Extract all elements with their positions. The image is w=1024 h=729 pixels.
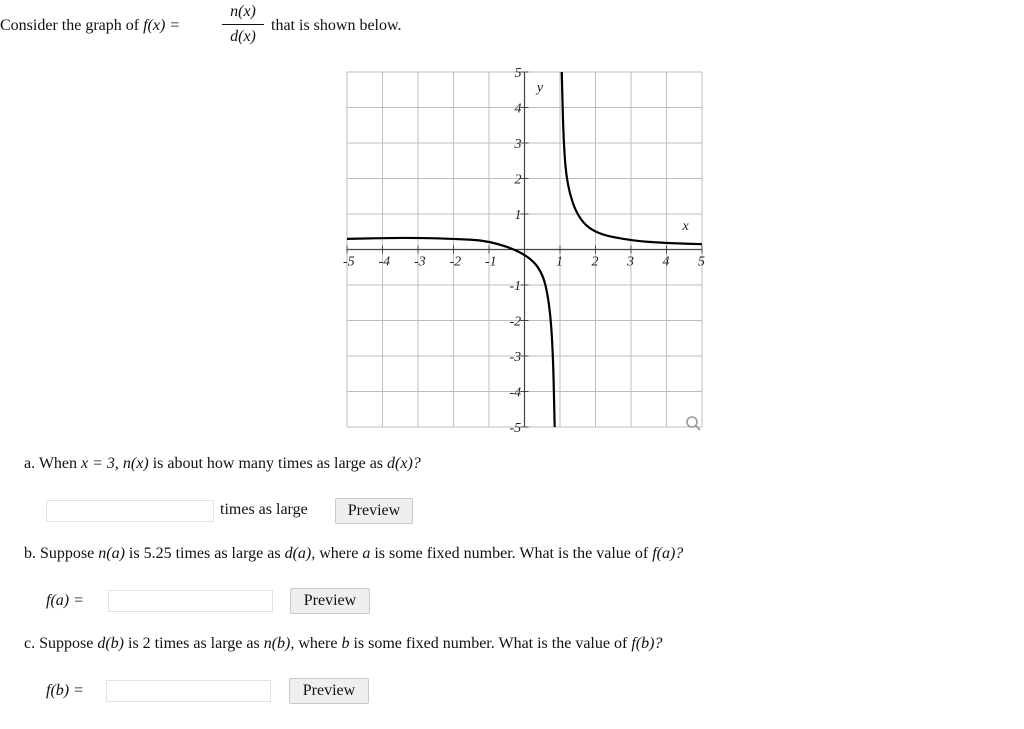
part-c-answer-input[interactable] [106, 680, 271, 702]
part-b-answer-input[interactable] [108, 590, 273, 612]
part-c-preview-button[interactable]: Preview [289, 678, 369, 704]
y-tick-label: 3 [514, 137, 522, 152]
x-tick-label: 3 [627, 254, 634, 270]
x-tick-label: -3 [414, 254, 426, 270]
intro-fx: f(x) = [143, 17, 181, 34]
x-tick-label: 2 [591, 254, 599, 270]
y-tick-label: 2 [514, 172, 522, 188]
y-tick-label: -3 [509, 350, 522, 365]
magnifier-icon[interactable] [687, 417, 700, 430]
intro-suffix: that is shown below. [271, 17, 402, 34]
y-axis-label: y [536, 80, 544, 96]
x-tick-label: -1 [485, 254, 497, 270]
x-tick-label: 4 [662, 254, 670, 270]
y-tick-label: -5 [509, 421, 522, 436]
part-c-answer-label: f(b) = [46, 682, 84, 699]
y-tick-label: -1 [509, 279, 522, 294]
part-b-answer-label: f(a) = [46, 592, 84, 609]
part-b-preview-button[interactable]: Preview [290, 588, 370, 614]
part-a-answer-input[interactable] [46, 500, 214, 522]
y-tick-label: 5 [514, 66, 522, 81]
x-tick-label: -4 [378, 254, 391, 270]
fraction-bar [222, 24, 264, 25]
part-c-question: c. Suppose d(b) is 2 times as large as n(b), where b is some fixed number. What is the value of f(b)? [24, 635, 663, 652]
fraction-numerator: n(x) [230, 3, 256, 20]
function-graph [330, 60, 720, 440]
x-tick-label: 5 [698, 254, 705, 270]
y-tick-label: -4 [509, 385, 522, 401]
y-tick-label: 1 [514, 208, 522, 223]
curve-branch-2 [562, 72, 702, 244]
x-tick-label: -5 [343, 254, 355, 270]
y-tick-label: 4 [514, 101, 522, 117]
fraction-denominator: d(x) [230, 28, 256, 45]
y-tick-label: -2 [509, 314, 522, 330]
part-a-unit-label: times as large [220, 501, 308, 518]
part-b-question: b. Suppose n(a) is 5.25 times as large as d(a), where a is some fixed number. What is the value of f(a)? [24, 545, 684, 562]
x-tick-label: -2 [449, 254, 462, 270]
intro-fraction [222, 2, 264, 47]
part-a-question: a. When x = 3, n(x) is about how many times as large as d(x)? [24, 455, 421, 472]
graph-axes [347, 72, 702, 427]
intro-prefix: Consider the graph of f(x) = [0, 17, 181, 34]
part-a-preview-button[interactable]: Preview [335, 498, 413, 524]
x-axis-label: x [682, 218, 689, 234]
x-tick-label: 1 [556, 254, 563, 270]
